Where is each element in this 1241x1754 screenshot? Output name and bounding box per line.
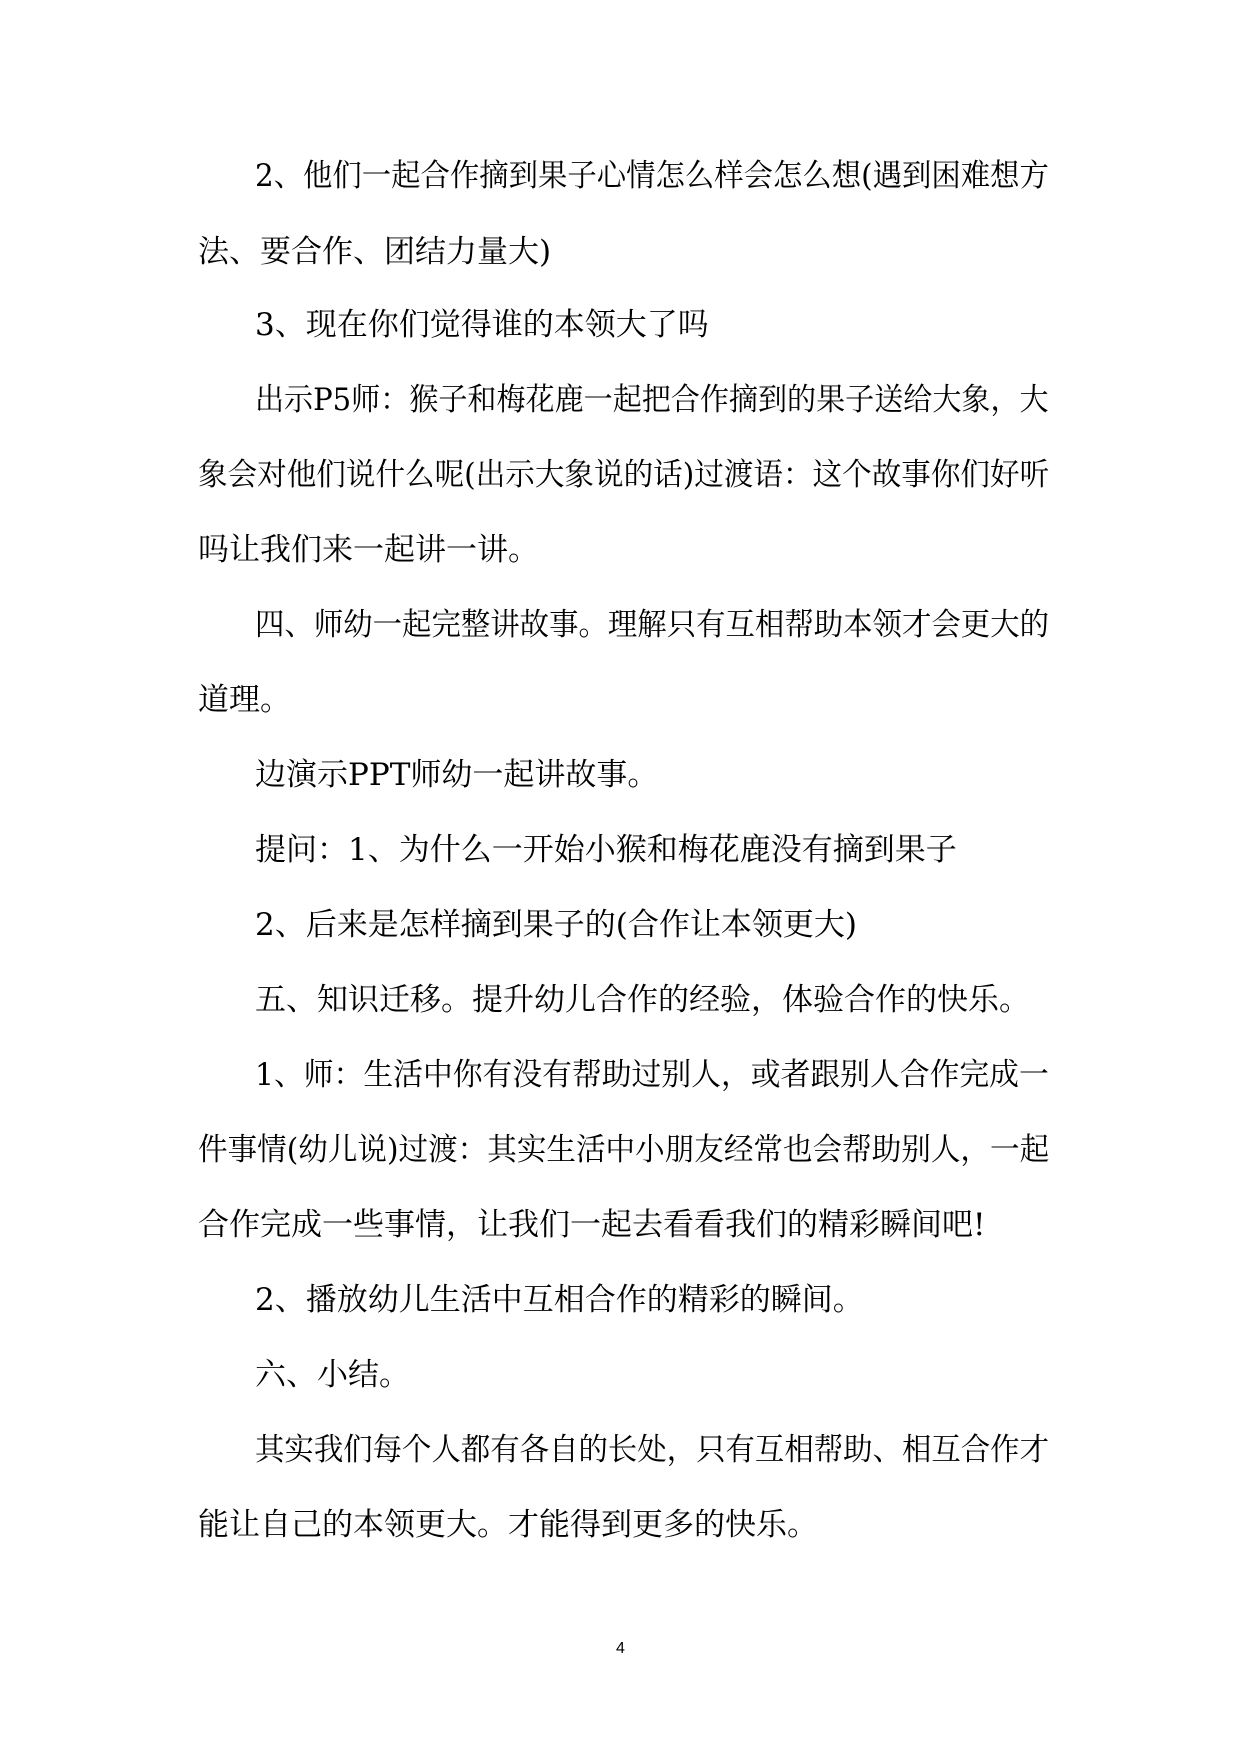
page-number: 4 [616,1640,625,1657]
paragraph-line-2: 法、要合作、团结力量大) [198,234,552,270]
paragraph-line-15: 合作完成一些事情，让我们一起去看看我们的精彩瞬间吧! [198,1207,986,1243]
paragraph-line-12: 五、知识迁移。提升幼儿合作的经验，体验合作的快乐。 [255,982,1030,1018]
paragraph-line-5: 象会对他们说什么呢(出示大象说的话)过渡语：这个故事你们好听 [198,457,1050,493]
paragraph-line-10: 提问：1、为什么一开始小猴和梅花鹿没有摘到果子 [255,832,957,868]
paragraph-line-11: 2、后来是怎样摘到果子的(合作让本领更大) [255,907,857,943]
paragraph-line-13: 1、师：生活中你有没有帮助过别人，或者跟别人合作完成一 [255,1057,1049,1093]
paragraph-line-9: 边演示PPT师幼一起讲故事。 [255,757,659,793]
paragraph-line-6: 吗让我们来一起讲一讲。 [198,532,539,568]
paragraph-line-14: 件事情(幼儿说)过渡：其实生活中小朋友经常也会帮助别人，一起 [198,1132,1050,1168]
paragraph-line-1: 2、他们一起合作摘到果子心情怎么样会怎么想(遇到困难想方 [255,158,1049,194]
paragraph-line-4: 出示P5师：猴子和梅花鹿一起把合作摘到的果子送给大象，大 [255,382,1049,418]
paragraph-line-3: 3、现在你们觉得谁的本领大了吗 [255,307,709,343]
paragraph-line-8: 道理。 [198,682,291,718]
paragraph-line-7: 四、师幼一起完整讲故事。理解只有互相帮助本领才会更大的 [255,607,1049,643]
paragraph-line-18: 其实我们每个人都有各自的长处，只有互相帮助、相互合作才 [255,1432,1049,1468]
paragraph-line-19: 能让自己的本领更大。才能得到更多的快乐。 [198,1507,818,1543]
paragraph-line-17: 六、小结。 [255,1357,410,1393]
paragraph-line-16: 2、播放幼儿生活中互相合作的精彩的瞬间。 [255,1282,864,1318]
